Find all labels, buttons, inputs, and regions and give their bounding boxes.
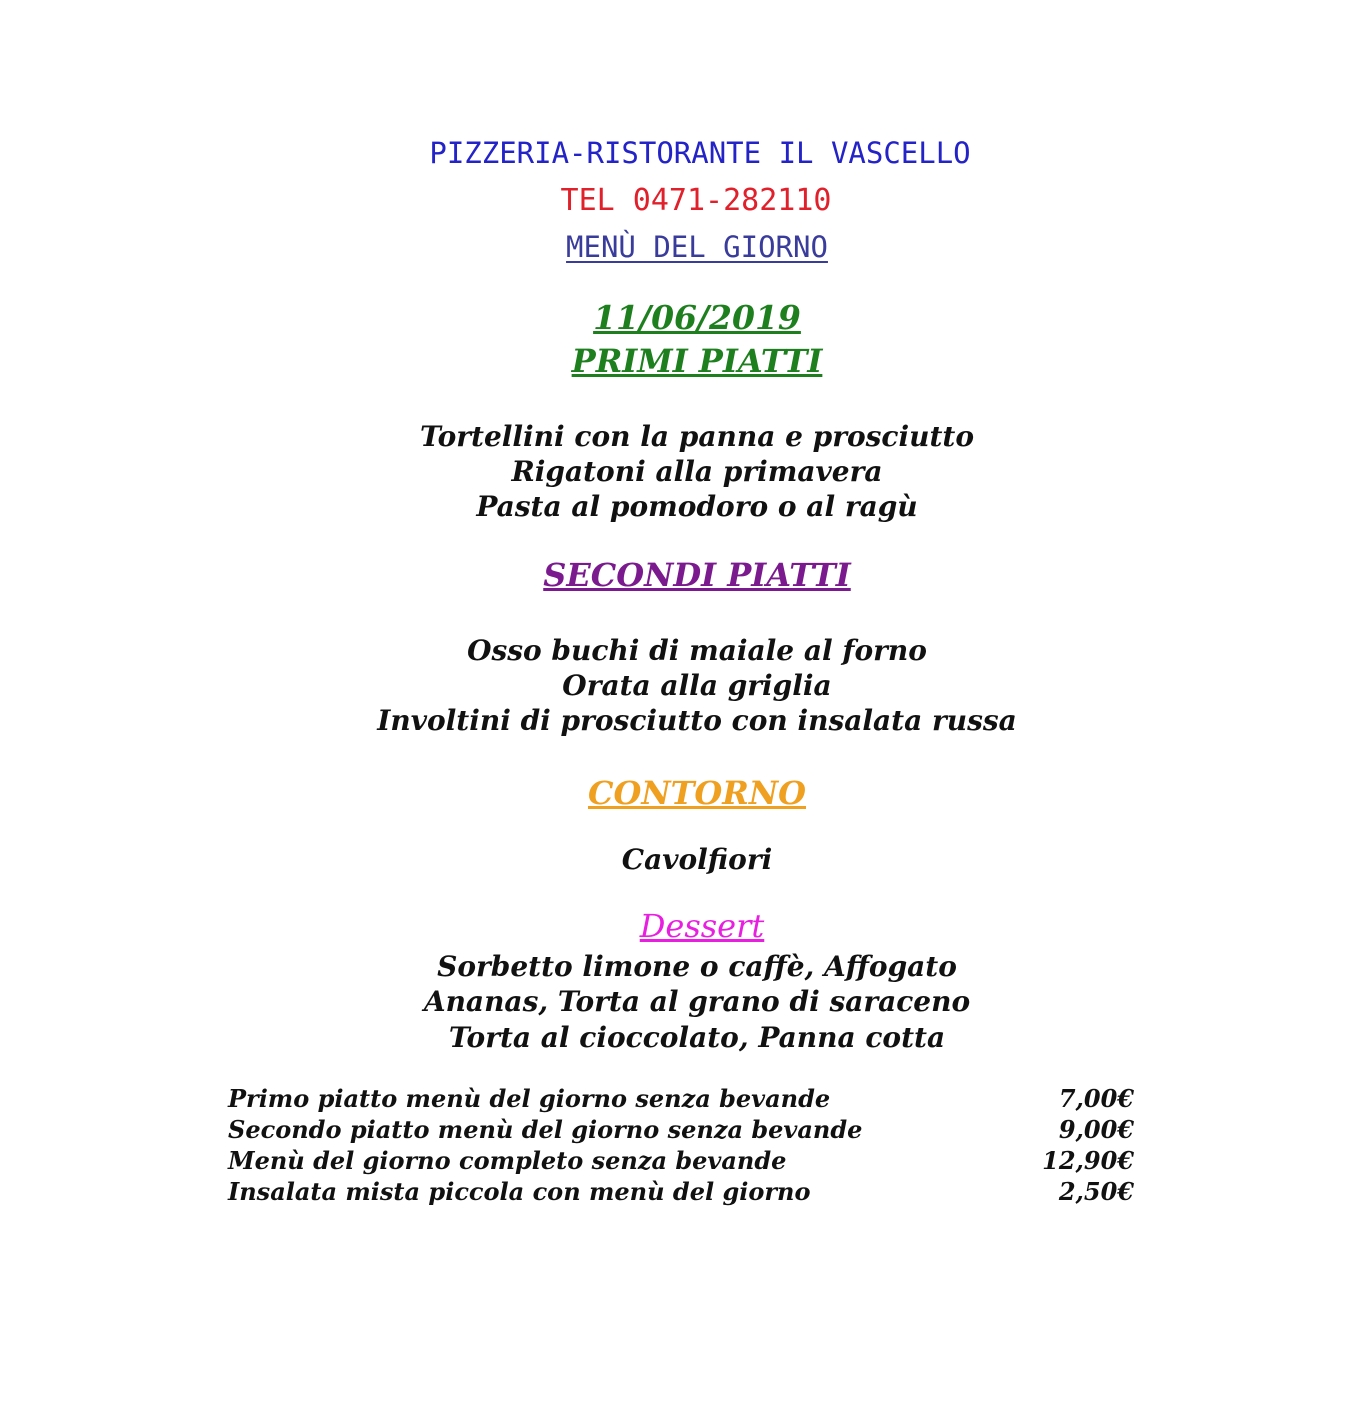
price-row bbox=[228, 1145, 1134, 1176]
price-label: Secondo piatto menù del giorno senza bevande bbox=[228, 1115, 863, 1144]
section-title-contorno: CONTORNO bbox=[588, 774, 806, 812]
price-label: Primo piatto menù del giorno senza bevande bbox=[228, 1084, 831, 1113]
dish-secondi: Osso buchi di maiale al forno bbox=[467, 634, 927, 667]
price-value: 9,00€ bbox=[1058, 1115, 1134, 1144]
price-label: Insalata mista piccola con menù del giorno bbox=[228, 1177, 811, 1206]
section-title-secondi: SECONDI PIATTI bbox=[543, 556, 851, 594]
price-row bbox=[228, 1083, 1134, 1114]
section-title-primi: PRIMI PIATTI bbox=[571, 342, 823, 380]
price-row bbox=[228, 1114, 1134, 1145]
menu-date: 11/06/2019 bbox=[593, 298, 801, 337]
dish-primi: Tortellini con la panna e prosciutto bbox=[419, 420, 975, 453]
dish-secondi: Involtini di prosciutto con insalata russa bbox=[377, 704, 1017, 737]
price-row bbox=[228, 1176, 1134, 1207]
menu-title: MENÙ DEL GIORNO bbox=[566, 230, 828, 264]
section-title-dessert: Dessert bbox=[639, 907, 765, 945]
dish-dessert: Torta al cioccolato, Panna cotta bbox=[448, 1021, 946, 1054]
dish-contorno: Cavolfiori bbox=[621, 843, 773, 876]
price-value: 12,90€ bbox=[1042, 1146, 1134, 1175]
restaurant-name: PIZZERIA-RISTORANTE IL VASCELLO bbox=[429, 136, 971, 170]
price-value: 7,00€ bbox=[1058, 1084, 1134, 1113]
dish-dessert: Sorbetto limone o caffè, Affogato bbox=[437, 950, 957, 983]
dish-primi: Pasta al pomodoro o al ragù bbox=[476, 490, 918, 523]
restaurant-phone: TEL 0471-282110 bbox=[560, 183, 832, 218]
price-list bbox=[228, 1083, 1134, 1207]
dish-secondi: Orata alla griglia bbox=[562, 669, 832, 702]
dish-primi: Rigatoni alla primavera bbox=[511, 455, 883, 488]
price-label: Menù del giorno completo senza bevande bbox=[228, 1146, 787, 1175]
price-value: 2,50€ bbox=[1058, 1177, 1134, 1206]
dish-dessert: Ananas, Torta al grano di saraceno bbox=[423, 985, 971, 1018]
